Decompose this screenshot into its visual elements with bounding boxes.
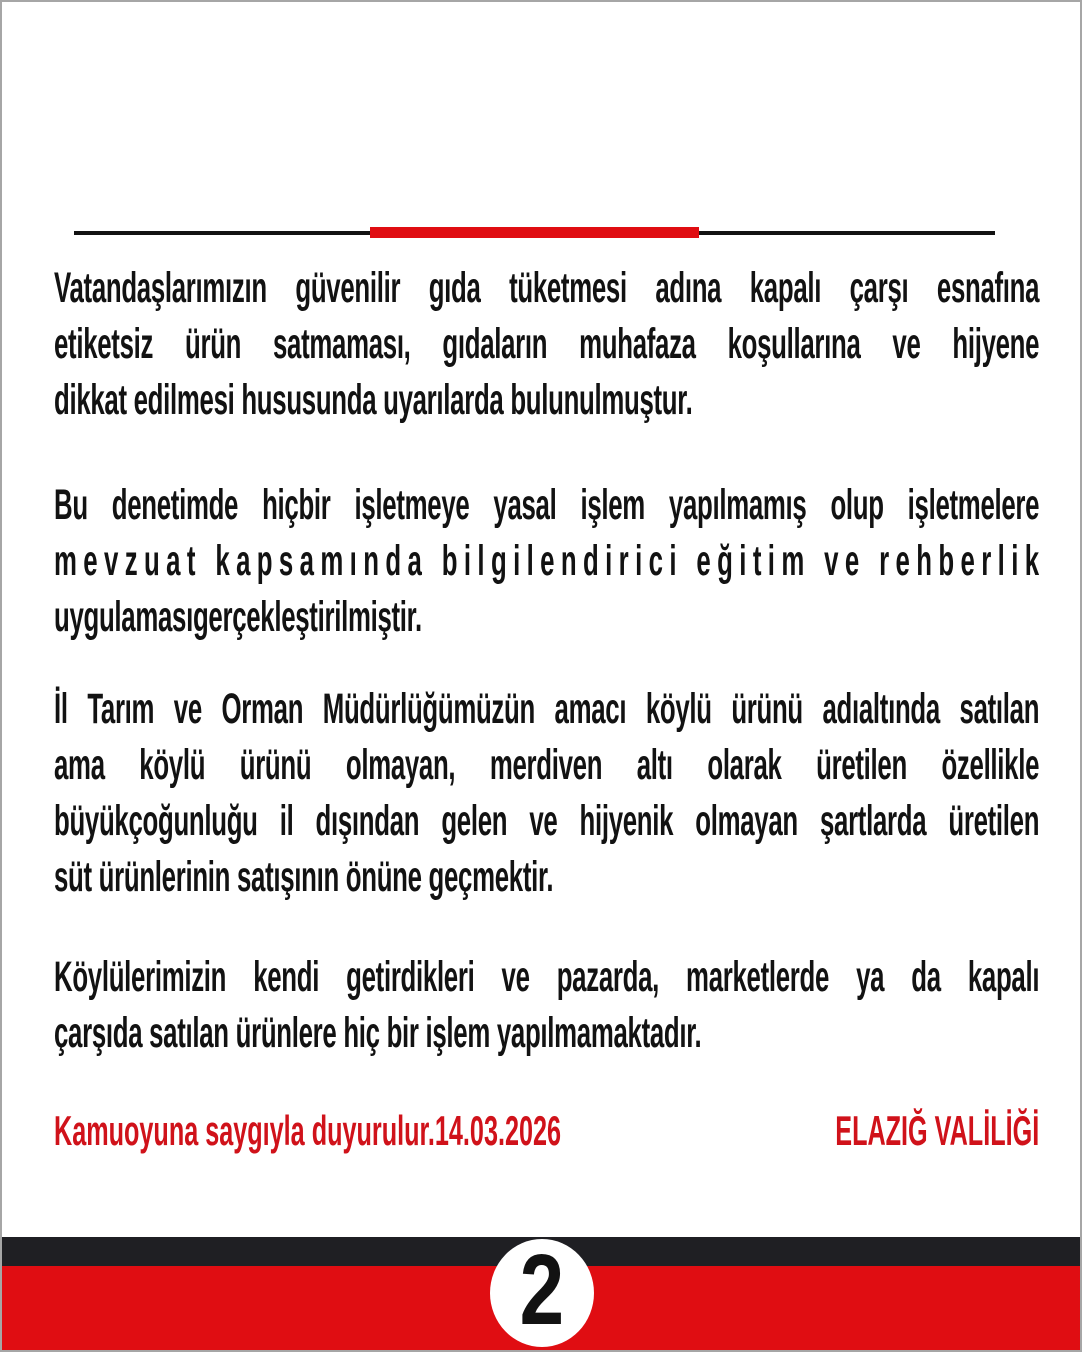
paragraph-villager-products: Köylülerimizin kendi getirdikleri ve pazarda, marketlerde ya da kapalı çarşıda satılan ürünlere hiç bir işlem yapılmamaktadır. — [54, 953, 1040, 1057]
footer-announcement-date: Kamuoyuna saygıyla duyurulur.14.03.2026 — [54, 1107, 562, 1154]
footer-governorship-name: ELAZIĞ VALİLİĞİ — [835, 1107, 1040, 1154]
page-number: 2 — [519, 1234, 565, 1346]
page-number-badge — [490, 1234, 594, 1347]
body-text — [54, 2, 1039, 1352]
paragraph-food-safety-warning: Vatandaşlarımızın güvenilir gıda tüketmesi adına kapalı çarşı esnafına etiketsiz ürün satmaması, gıdaların muhafaza koşullarına ve hijyene dikkat edilmesi hususunda uyarılarda bulunulmuştur. — [54, 264, 1040, 424]
paragraph-inspection-result: Bu denetimde hiçbir işletmeye yasal işlem yapılmamış olup işletmelere m e v z u a t k a p s a m ı n d a b i l g i l e n d i r i c i e ğ i t i m v e r e h b e r l i k uygulamasıgerçekleştirilmiştir. — [54, 481, 1040, 641]
footer-row — [54, 1103, 1039, 1159]
paragraph-directorate-purpose: İl Tarım ve Orman Müdürlüğümüzün amacı köylü ürünü adıaltında satılan ama köylü ürünü olmayan, merdiven altı olarak üretilen özellikle büyükçoğunluğu il dışından gelen ve hijyenik olmayan şartlarda üretilen süt ürünlerinin satışının önüne geçmektir. — [54, 685, 1040, 901]
